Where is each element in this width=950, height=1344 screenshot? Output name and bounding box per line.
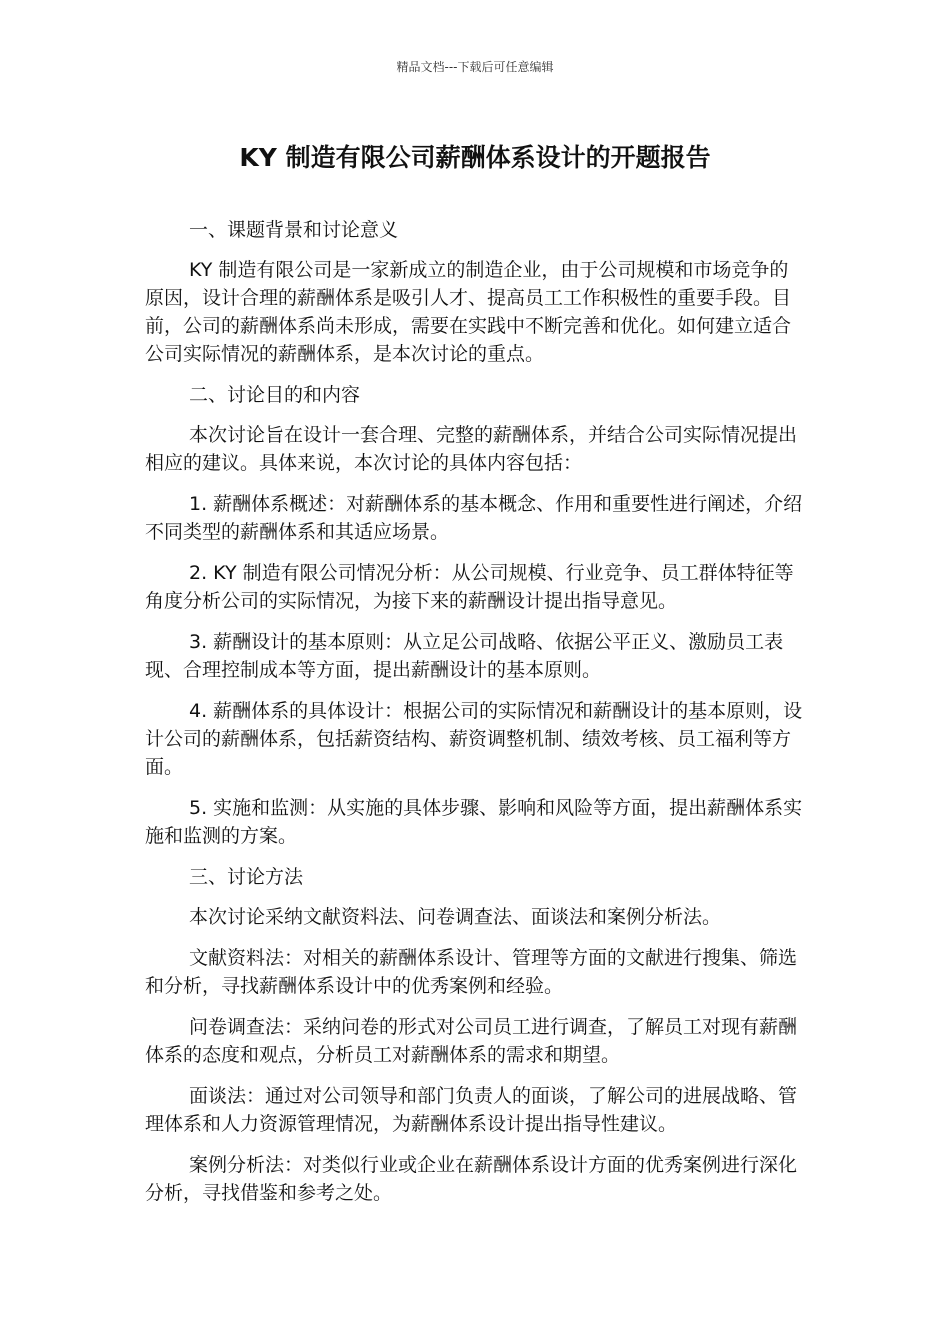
list-item-3: 3. 薪酬设计的基本原则：从立足公司战略、依据公平正义、激励员工表现、合理控制成本等方面，提出薪酬设计的基本原则。 xyxy=(145,631,784,681)
document-body xyxy=(145,216,807,1220)
document-title: KY 制造有限公司薪酬体系设计的开题报告 xyxy=(239,143,711,172)
list-item-4: 4. 薪酬体系的具体设计：根据公司的实际情况和薪酬设计的基本原则，设计公司的薪酬体系，包括薪资结构、薪资调整机制、绩效考核、员工福利等方面。 xyxy=(145,700,803,778)
section-heading-purpose: 二、讨论目的和内容 xyxy=(189,384,361,406)
section-heading-methods: 三、讨论方法 xyxy=(189,866,304,888)
paragraph-background: KY 制造有限公司是一家新成立的制造企业，由于公司规模和市场竞争的原因，设计合理的薪酬体系是吸引人才、提高员工工作积极性的重要手段。目前，公司的薪酬体系尚未形成，需要在实践中不断完善和优化。如何建立适合公司实际情况的薪酬体系，是本次讨论的重点。 xyxy=(145,259,792,365)
paragraph-methods-intro: 本次讨论采纳文献资料法、问卷调查法、面谈法和案例分析法。 xyxy=(189,906,722,928)
paragraph-literature-method: 文献资料法：对相关的薪酬体系设计、管理等方面的文献进行搜集、筛选和分析，寻找薪酬体系设计中的优秀案例和经验。 xyxy=(145,947,798,997)
list-item-1: 1. 薪酬体系概述：对薪酬体系的基本概念、作用和重要性进行阐述，介绍不同类型的薪酬体系和其适应场景。 xyxy=(145,493,803,543)
paragraph-case-method: 案例分析法：对类似行业或企业在薪酬体系设计方面的优秀案例进行深化分析，寻找借鉴和参考之处。 xyxy=(145,1154,798,1204)
list-item-2: 2. KY 制造有限公司情况分析：从公司规模、行业竞争、员工群体特征等角度分析公司的实际情况，为接下来的薪酬设计提出指导意见。 xyxy=(145,562,794,612)
section-heading-background: 一、课题背景和讨论意义 xyxy=(189,219,399,241)
paragraph-survey-method: 问卷调查法：采纳问卷的形式对公司员工进行调查，了解员工对现有薪酬体系的态度和观点，分析员工对薪酬体系的需求和期望。 xyxy=(145,1016,798,1066)
header-watermark: 精品文档---下载后可任意编辑 xyxy=(396,60,554,74)
list-item-5: 5. 实施和监测：从实施的具体步骤、影响和风险等方面，提出薪酬体系实施和监测的方案。 xyxy=(145,797,803,847)
paragraph-interview-method: 面谈法：通过对公司领导和部门负责人的面谈，了解公司的进展战略、管理体系和人力资源管理情况，为薪酬体系设计提出指导性建议。 xyxy=(145,1085,798,1135)
paragraph-purpose: 本次讨论旨在设计一套合理、完整的薪酬体系，并结合公司实际情况提出相应的建议。具体来说，本次讨论的具体内容包括： xyxy=(145,424,798,474)
